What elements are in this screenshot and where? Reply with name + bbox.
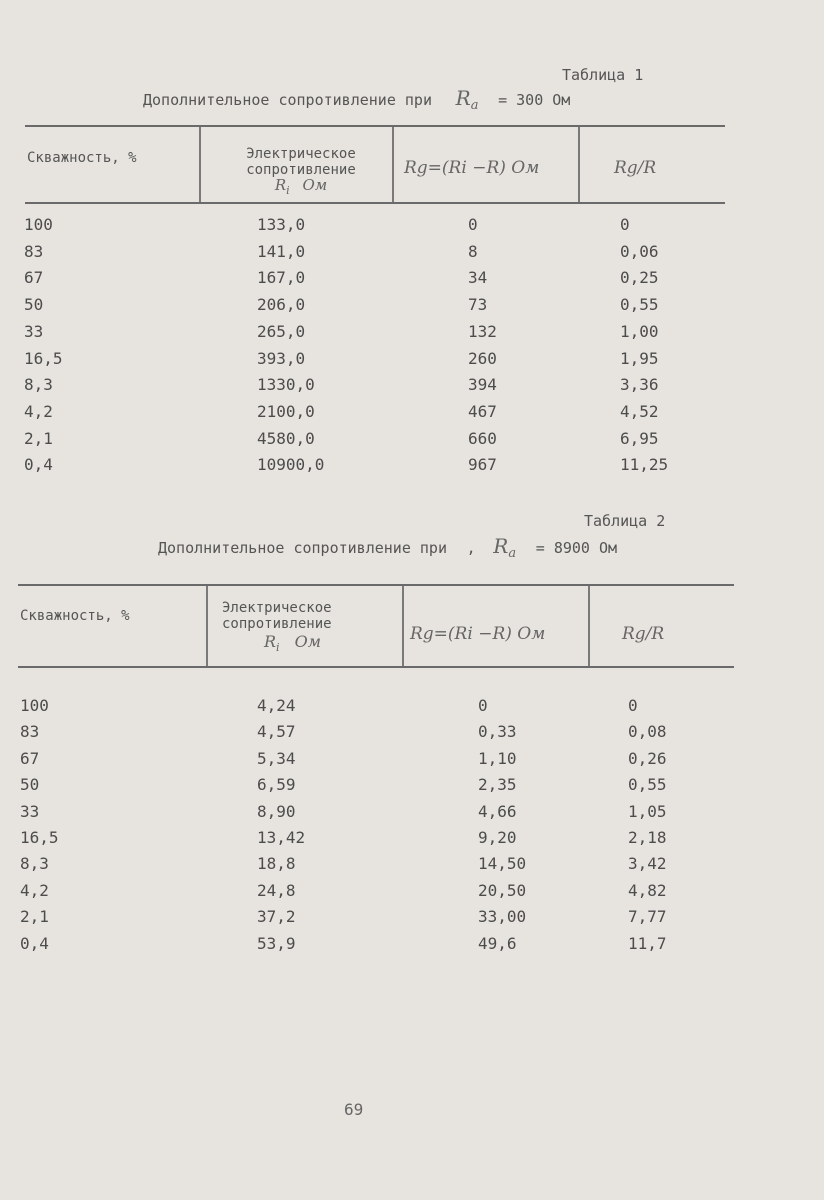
cell-resistance: 37,2 [257,907,296,927]
table2-header-duty-cycle: Скважность, % [20,608,130,624]
cell-ratio: 11,25 [620,455,669,475]
table2-divider-3 [588,586,590,666]
cell-additional-resistance: 33,00 [478,907,527,927]
table2-header-ri-symbol: R [264,632,277,651]
cell-duty-cycle: 8,3 [20,854,49,874]
table-row [0,749,824,775]
table-row [0,349,824,375]
table-row [0,268,824,294]
cell-ratio: 0,25 [620,268,659,288]
table-row [0,881,824,907]
cell-additional-resistance: 0,33 [478,722,517,742]
table1-title [143,86,570,113]
cell-additional-resistance: 260 [468,348,497,368]
cell-duty-cycle: 100 [20,696,49,715]
cell-additional-resistance: 1,10 [478,748,517,768]
cell-ratio: 0,08 [628,722,667,742]
cell-resistance: 18,8 [257,854,296,874]
table2-title [158,534,617,561]
cell-additional-resistance: 9,20 [478,828,517,847]
cell-resistance: 13,42 [257,828,306,847]
cell-duty-cycle: 16,5 [24,348,63,368]
table-row [0,722,824,748]
cell-ratio: 4,82 [628,880,667,900]
cell-additional-resistance: 14,50 [478,854,527,874]
table2-header-resistance [222,600,372,658]
cell-duty-cycle: 8,3 [24,375,53,395]
cell-resistance: 6,59 [257,775,296,795]
table-row [0,696,824,722]
cell-resistance: 141,0 [257,241,306,261]
cell-resistance: 167,0 [257,268,306,288]
cell-ratio: 1,05 [628,801,667,821]
table-row [0,828,824,854]
cell-resistance: 206,0 [257,295,306,315]
table1-divider-1 [199,127,201,202]
table2-title-symbol: R [493,534,509,558]
cell-ratio: 0,55 [620,295,659,315]
cell-duty-cycle: 4,2 [24,401,53,421]
cell-ratio: 6,95 [620,428,659,448]
table1-title-text: Дополнительное сопротивление при [143,91,432,109]
cell-duty-cycle: 100 [24,215,53,234]
cell-resistance: 53,9 [257,933,296,953]
table1-header-ratio: Rg/R [614,158,657,178]
cell-ratio: 3,36 [620,375,659,395]
cell-ratio: 1,00 [620,321,659,341]
cell-ratio: 1,95 [620,348,659,368]
cell-duty-cycle: 0,4 [20,933,49,953]
cell-resistance: 8,90 [257,801,296,821]
cell-ratio: 0 [620,215,630,234]
page-number: 69 [344,1100,364,1119]
table-row [0,775,824,801]
cell-duty-cycle: 16,5 [20,828,59,847]
cell-duty-cycle: 67 [24,268,44,288]
table-row [0,429,824,455]
cell-ratio: 0,55 [628,775,667,795]
table1-title-symbol: R [455,86,471,110]
cell-duty-cycle: 4,2 [20,880,49,900]
table2-title-comma: , [466,539,476,557]
table-row [0,854,824,880]
table2-title-text: Дополнительное сопротивление при [158,539,447,557]
cell-ratio: 2,18 [628,828,667,847]
cell-duty-cycle: 0,4 [24,455,53,475]
table-row [0,215,824,241]
cell-duty-cycle: 2,1 [20,907,49,927]
table2-header-ratio: Rg/R [622,624,665,644]
table-row [0,322,824,348]
table1-title-subscript: a [470,98,479,114]
table1-divider-3 [578,127,580,202]
cell-resistance: 4,24 [257,696,296,715]
table1-label: Таблица 1 [562,66,644,84]
table1-header-ri-unit: Ом [302,176,328,194]
cell-additional-resistance: 8 [468,241,478,261]
cell-resistance: 10900,0 [257,455,325,475]
cell-duty-cycle: 33 [20,801,40,821]
cell-duty-cycle: 83 [20,722,40,742]
cell-additional-resistance: 73 [468,295,488,315]
cell-ratio: 0,06 [620,241,659,261]
table1-divider-2 [392,127,394,202]
cell-resistance: 4580,0 [257,428,315,448]
table2-header-rule [18,666,734,668]
cell-additional-resistance: 132 [468,321,497,341]
cell-additional-resistance: 394 [468,375,497,395]
cell-duty-cycle: 33 [24,321,44,341]
table1-header-resistance-line2: сопротивление [246,162,356,178]
cell-ratio: 7,77 [628,907,667,927]
cell-resistance: 393,0 [257,348,306,368]
cell-ratio: 4,52 [620,401,659,421]
table1-header-resistance-line1: Электрическое [246,146,356,162]
table1-title-value: = 300 Ом [498,91,571,109]
table-row [0,455,824,481]
table1-header-rule [25,202,725,204]
cell-additional-resistance: 20,50 [478,880,527,900]
cell-additional-resistance: 967 [468,455,497,475]
table1-top-rule [25,125,725,127]
table-row [0,802,824,828]
cell-additional-resistance: 49,6 [478,933,517,953]
cell-duty-cycle: 2,1 [24,428,53,448]
cell-duty-cycle: 67 [20,748,40,768]
table-row [0,402,824,428]
table2-header-ri-sub: i [276,641,280,655]
cell-additional-resistance: 34 [468,268,488,288]
table2-divider-2 [402,586,404,666]
table-row [0,242,824,268]
table2-label: Таблица 2 [584,512,666,530]
table1-header-ri-symbol: R [274,176,287,194]
cell-resistance: 2100,0 [257,401,315,421]
table-row [0,907,824,933]
table2-divider-1 [206,586,208,666]
cell-ratio: 0,26 [628,748,667,768]
cell-additional-resistance: 2,35 [478,775,517,795]
cell-additional-resistance: 0 [478,696,488,715]
table2-header-resistance-line1: Электрическое [222,600,332,616]
table2-title-value: = 8900 Ом [535,539,618,557]
table1-header-additional-resistance: Rg=(Ri −R) Ом [404,158,540,178]
table1-header-resistance [226,146,376,198]
table1-header-duty-cycle: Скважность, % [27,150,137,166]
cell-resistance: 1330,0 [257,375,315,395]
table2-header-additional-resistance: Rg=(Ri −R) Ом [410,624,546,644]
cell-duty-cycle: 83 [24,241,44,261]
table2-header-ri-unit: Ом [294,632,322,651]
cell-resistance: 133,0 [257,215,306,234]
cell-additional-resistance: 4,66 [478,801,517,821]
cell-additional-resistance: 0 [468,215,478,234]
cell-resistance: 265,0 [257,321,306,341]
cell-duty-cycle: 50 [24,295,44,315]
table2-header-resistance-line2: сопротивление [222,616,332,632]
cell-resistance: 5,34 [257,748,296,768]
cell-additional-resistance: 467 [468,401,497,421]
table1-header-ri-sub: i [286,184,290,197]
cell-ratio: 3,42 [628,854,667,874]
table2-title-subscript: a [508,546,517,562]
cell-duty-cycle: 50 [20,775,40,795]
cell-additional-resistance: 660 [468,428,497,448]
table2-top-rule [18,584,734,586]
cell-ratio: 11,7 [628,933,667,953]
cell-ratio: 0 [628,696,638,715]
table-row [0,295,824,321]
cell-resistance: 4,57 [257,722,296,742]
table-row [0,934,824,960]
cell-resistance: 24,8 [257,880,296,900]
table-row [0,375,824,401]
